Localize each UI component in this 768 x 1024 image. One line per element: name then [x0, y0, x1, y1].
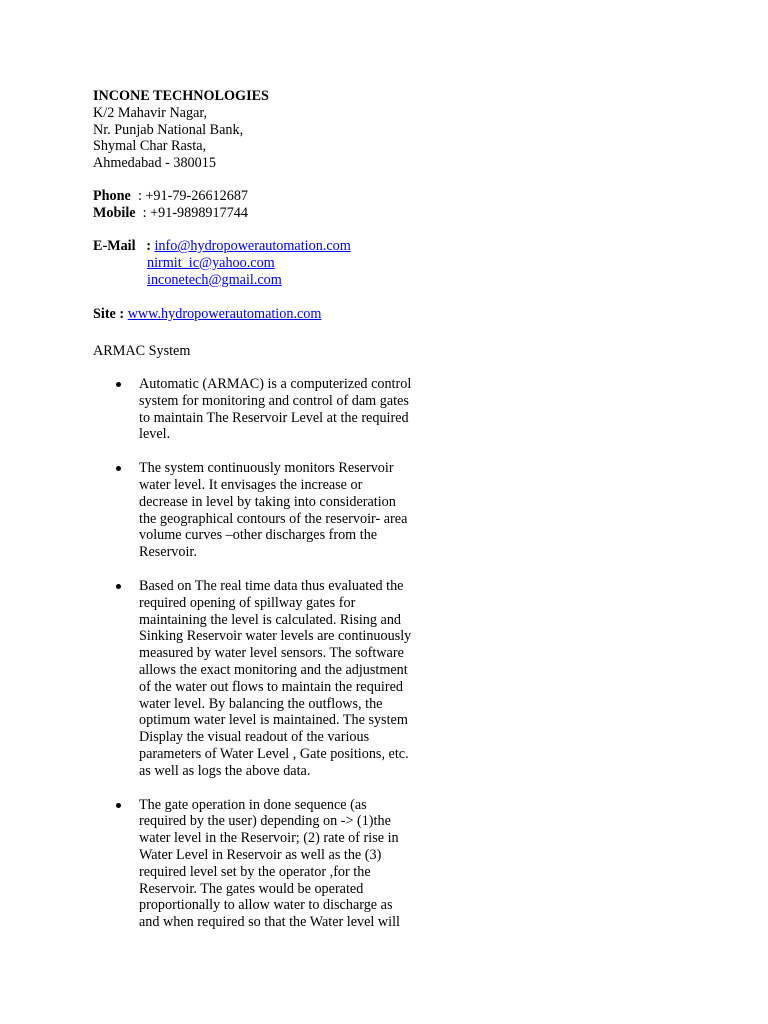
email-link-3[interactable]: inconetech@gmail.com: [147, 271, 282, 288]
company-address-block: [93, 88, 269, 172]
bullet-list: [93, 376, 453, 948]
mobile-line: [93, 205, 248, 222]
company-name: INCONE TECHNOLOGIES: [93, 88, 269, 104]
phone-block: [93, 188, 248, 222]
bullet-icon: [116, 466, 121, 471]
bullet-text: Based on The real time data thus evaluated the required opening of spillway gates for maintaining the level is calculated. Rising and Sinking Reservoir water levels are continuously measured by water level sensors. The software allows the exact monitoring and the adjustment of the water out flows to maintain the required water level. By balancing the outflows, the optimum water level is maintained. The system Display the visual readout of the various parameters of Water Level , Gate positions, etc. as well as logs the above data.: [139, 577, 412, 779]
bullet-text: The gate operation in done sequence (as required by the user) depending on -> (1)the water level in the Reservoir; (2) rate of rise in Water Level in Reservoir as well as the (3) required level set by the operator ,for the Reservoir. The gates would be operated proportionally to allow water to discharge as and when required so that the Water level will: [139, 796, 400, 931]
bullet-icon: [116, 382, 121, 387]
address-line-3: Shymal Char Rasta,: [93, 138, 207, 155]
address-line-1: K/2 Mahavir Nagar,: [93, 104, 208, 121]
bullet-text: Automatic (ARMAC) is a computerized control system for monitoring and control of dam gates to maintain The Reservoir Level at the required level.: [139, 376, 412, 443]
site-link[interactable]: www.hydropowerautomation.com: [127, 306, 322, 322]
list-item: [93, 376, 453, 443]
bullet-text: The system continuously monitors Reservoir water level. It envisages the increase or decrease in level by taking into consideration the geographical contours of the reservoir- area volume curves –other discharges from the Reservoir.: [139, 460, 408, 561]
list-item: [93, 578, 453, 780]
list-item: [93, 797, 453, 931]
list-item: [93, 460, 453, 561]
site-block: [93, 306, 321, 323]
email-block: [93, 238, 351, 288]
site-label: Site :: [93, 306, 125, 322]
email-separator: :: [146, 238, 151, 254]
email-link-2[interactable]: nirmit_ic@yahoo.com: [147, 254, 275, 271]
section-title: ARMAC System: [93, 343, 191, 359]
phone-label: Phone: [93, 188, 131, 204]
phone-line: [93, 188, 248, 205]
mobile-label: Mobile: [93, 204, 136, 221]
email-label: E-Mail: [93, 238, 136, 254]
email-link-1[interactable]: info@hydropowerautomation.com: [154, 238, 351, 254]
email-line-1: [93, 238, 351, 255]
bullet-icon: [116, 584, 121, 589]
bullet-icon: [116, 803, 121, 808]
mobile-value: : +91-9898917744: [142, 204, 248, 221]
address-line-4: Ahmedabad - 380015: [93, 155, 216, 172]
phone-value: : +91-79-26612687: [137, 188, 249, 204]
address-line-2: Nr. Punjab National Bank,: [93, 121, 244, 138]
